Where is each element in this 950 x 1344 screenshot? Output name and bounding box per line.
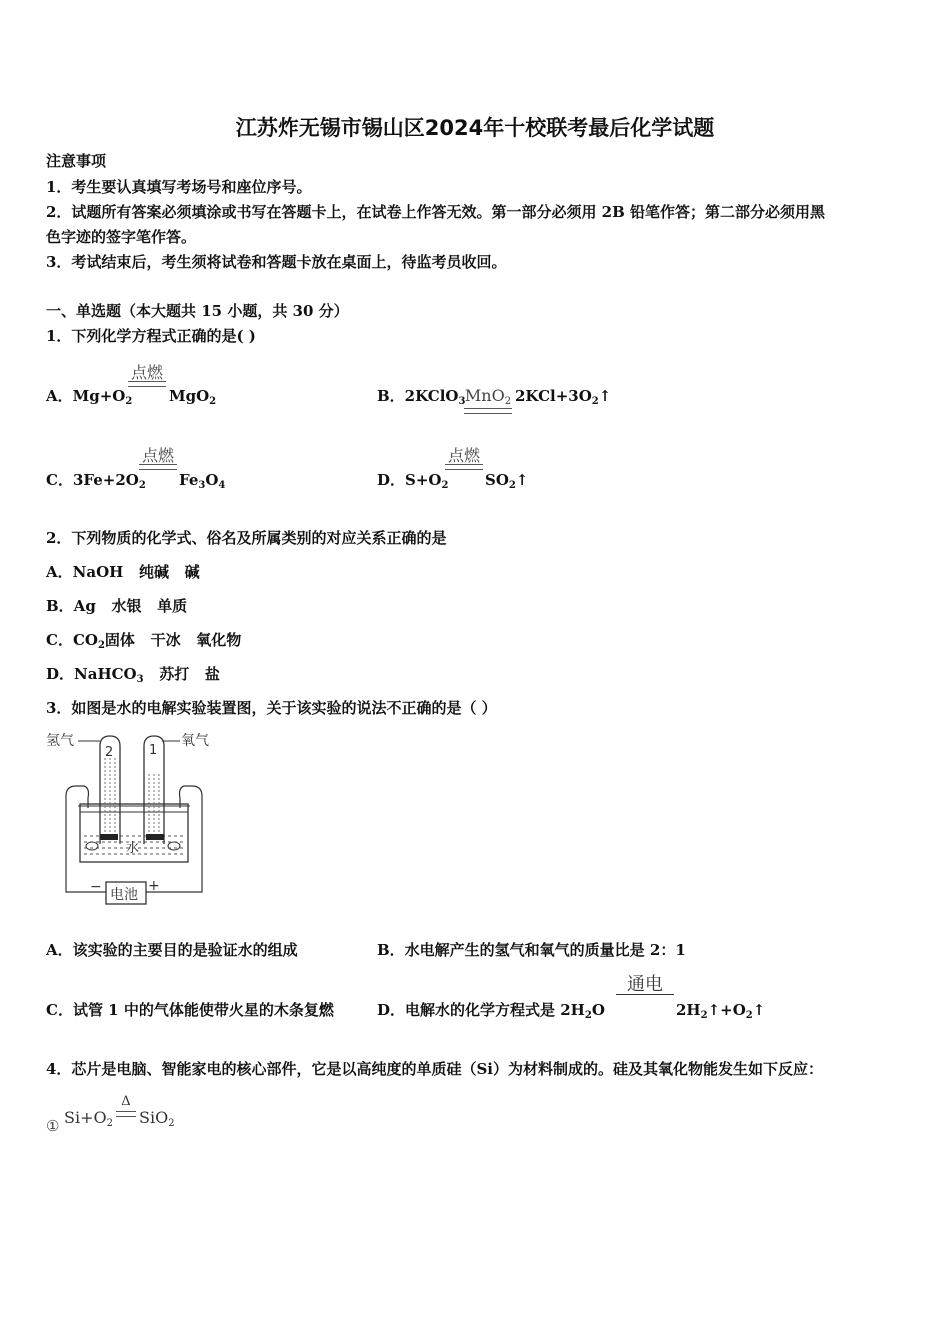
reaction-condition: 通电 bbox=[627, 974, 663, 995]
electrolysis-apparatus-figure bbox=[44, 728, 224, 908]
reaction-condition: 点燃 bbox=[141, 446, 174, 465]
q2-option-c: C．$CO_2$固体 干冰 氧化物 bbox=[46, 631, 242, 651]
minus-sign: − bbox=[90, 879, 102, 895]
q4-stem: 4．芯片是电脑、智能家电的核心部件，它是以高纯度的单质硅（Si）为材料制成的。硅及其氧化物能发生如下反应： bbox=[46, 1060, 823, 1078]
q1-stem: 1．下列化学方程式正确的是( ) bbox=[46, 327, 256, 345]
reaction-condition: 点燃 bbox=[447, 446, 480, 465]
hydrogen-label: 氢气 bbox=[46, 733, 74, 749]
page-title: 江苏炸无锡市锡山区2024年十校联考最后化学试题 bbox=[235, 116, 715, 140]
q2-stem: 2．下列物质的化学式、俗名及所属类别的对应关系正确的是 bbox=[46, 529, 447, 547]
tube-2-number: 2 bbox=[105, 745, 114, 760]
q3-stem: 3．如图是水的电解实验装置图，关于该实验的说法不正确的是（ ） bbox=[46, 699, 497, 717]
notice-item-2-cont: 色字迹的签字笔作答。 bbox=[46, 228, 197, 246]
q3-option-c: C．试管 1 中的气体能使带火星的木条复燃 bbox=[46, 1001, 334, 1019]
equation-line bbox=[616, 994, 674, 995]
equation-double-line bbox=[445, 464, 483, 470]
q2-option-d: D．NaHCO$_3$ 苏打 盐 bbox=[46, 665, 220, 685]
tube-1-number: 1 bbox=[149, 743, 158, 758]
oxygen-label: 氧气 bbox=[181, 733, 209, 749]
reaction-condition: 点燃 bbox=[130, 363, 163, 382]
notice-item-1: 1．考生要认真填写考场号和座位序号。 bbox=[46, 178, 312, 196]
battery-label: 电池 bbox=[110, 887, 138, 903]
q3-option-a: A．该实验的主要目的是验证水的组成 bbox=[46, 941, 298, 959]
q2-option-b: B．Ag 水银 单质 bbox=[46, 597, 188, 615]
equation-double-line bbox=[128, 381, 166, 387]
equation-double-line bbox=[139, 464, 177, 470]
water-label: 水 bbox=[126, 841, 140, 856]
equation-double-line bbox=[116, 1111, 136, 1117]
notice-item-2: 2．试题所有答案必须填涂或书写在答题卡上，在试卷上作答无效。第一部分必须用 2B 铅笔作答；第二部分必须用黑 bbox=[46, 203, 826, 221]
notice-heading: 注意事项 bbox=[46, 152, 107, 170]
equation-double-line bbox=[464, 408, 512, 414]
q3-option-b: B．水电解产生的氢气和氧气的质量比是 2：1 bbox=[377, 941, 686, 959]
section-heading: 一、单选题（本大题共 15 小题，共 30 分） bbox=[46, 302, 349, 320]
plus-sign: + bbox=[148, 878, 160, 894]
notice-item-3: 3．考试结束后，考生须将试卷和答题卡放在桌面上，待监考员收回。 bbox=[46, 253, 507, 271]
reaction-number: ① bbox=[46, 1117, 60, 1135]
q2-option-a: A．NaOH 纯碱 碱 bbox=[46, 563, 200, 581]
heat-condition: Δ bbox=[121, 1094, 131, 1109]
